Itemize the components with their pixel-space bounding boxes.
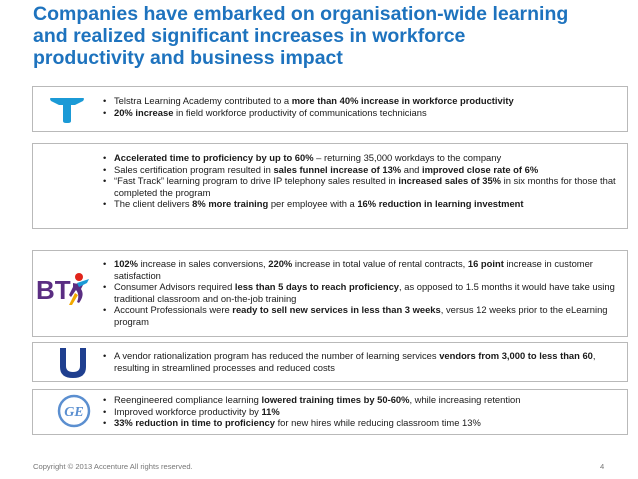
bullet-highlight: 33% reduction in time to proficiency	[114, 417, 275, 429]
bullet-text: Improved workforce productivity by	[114, 405, 262, 417]
page-title	[33, 3, 613, 69]
bullet-text: per employee with a	[268, 198, 358, 210]
ge-logo-icon	[57, 394, 91, 428]
bullet-text: , as opposed to 1.5 months it would have take using traditional classroom and on-the-job training	[114, 281, 615, 304]
bullet-highlight: increased sales of 35%	[398, 175, 502, 187]
bullet-highlight: 16 point	[467, 258, 504, 269]
svg-text:BT: BT	[36, 275, 71, 305]
bullet-text: in six months for those that completed the program	[114, 175, 616, 198]
unilever-bullets	[103, 350, 621, 373]
title-line-2: and realized significant increases in workforce	[33, 25, 466, 47]
bullet-highlight: 11%	[261, 405, 280, 417]
list-item	[103, 95, 621, 107]
bullet-text: and	[401, 163, 422, 175]
bt-case-box	[32, 250, 628, 337]
list-item	[103, 406, 621, 418]
bullet-text: Telstra Learning Academy contributed to a	[114, 95, 292, 106]
telstra-case-box	[32, 86, 628, 132]
bullet-text: , versus 12 weeks prior to the eLearning program	[114, 304, 608, 327]
case-box-2	[32, 143, 628, 229]
bullet-text: increase in customer satisfaction	[114, 258, 593, 281]
bullet-highlight: 16% reduction in learning investment	[357, 198, 524, 210]
list-item	[103, 164, 621, 176]
unilever-logo-icon	[57, 346, 89, 380]
telstra-logo-icon	[47, 95, 87, 125]
bullet-highlight: more than 40% increase in workforce productivity	[291, 95, 514, 106]
bullet-text: – returning 35,000 workdays to the company	[313, 152, 502, 163]
svg-text:GE: GE	[64, 405, 84, 420]
bullet-highlight: less than 5 days to reach proficiency	[234, 281, 400, 293]
list-item	[103, 304, 621, 327]
list-item	[103, 198, 621, 210]
bullet-text: , resulting in streamlined processes and reduced costs	[114, 350, 596, 373]
unilever-case-box	[32, 342, 628, 382]
bt-bullets	[103, 258, 621, 328]
bullet-text: A vendor rationalization program has reduced the number of learning services	[114, 350, 440, 361]
bullet-text: Sales certification program resulted in	[114, 163, 274, 175]
bullet-highlight: improved close rate of 6%	[421, 163, 539, 175]
list-item	[103, 417, 621, 429]
bullet-highlight: Accelerated time to proficiency by up to 60%	[114, 152, 314, 163]
bullet-text: , while increasing retention	[409, 394, 521, 405]
bullet-highlight: 20% increase	[114, 106, 174, 118]
list-item	[103, 281, 621, 304]
bullet-text: Reengineered compliance learning	[114, 394, 262, 405]
list-item	[103, 350, 621, 373]
bullet-text: increase in total value of rental contracts,	[292, 258, 468, 269]
ge-case-box	[32, 389, 628, 435]
case-2-bullets	[103, 152, 621, 210]
list-item	[103, 258, 621, 281]
title-line-3: productivity and business impact	[33, 47, 343, 69]
copyright-notice: Copyright © 2013 Accenture All rights reserved.	[33, 462, 193, 471]
bullet-highlight: lowered training times by 50-60%	[261, 394, 410, 405]
bullet-text: Consumer Advisors required	[114, 281, 235, 293]
ge-bullets	[103, 394, 621, 429]
bt-logo-icon	[35, 269, 93, 313]
bullet-highlight: 220%	[268, 258, 293, 269]
page-number: 4	[600, 462, 605, 471]
bullet-text: Account Professionals were	[114, 304, 233, 316]
list-item	[103, 175, 621, 198]
telstra-bullets	[103, 95, 621, 118]
bullet-highlight: vendors from 3,000 to less than 60	[439, 350, 593, 361]
bullet-text: increase in sales conversions,	[137, 258, 269, 269]
bullet-text: for new hires while reducing classroom time 13%	[274, 417, 481, 429]
list-item	[103, 107, 621, 119]
bullet-text: The client delivers	[114, 198, 193, 210]
title-line-1: Companies have embarked on organisation-wide learning	[33, 3, 569, 25]
bullet-highlight: 102%	[114, 258, 138, 269]
list-item	[103, 152, 621, 164]
bullet-highlight: 8% more training	[192, 198, 269, 210]
bullet-text: in field workforce productivity of communications technicians	[173, 106, 427, 118]
bullet-highlight: sales funnel increase of 13%	[273, 163, 402, 175]
list-item	[103, 394, 621, 406]
bullet-highlight: ready to sell new services in less than 3 weeks	[232, 304, 441, 316]
bullet-text: “Fast Track” learning program to drive IP telephony sales resulted in	[114, 175, 399, 187]
